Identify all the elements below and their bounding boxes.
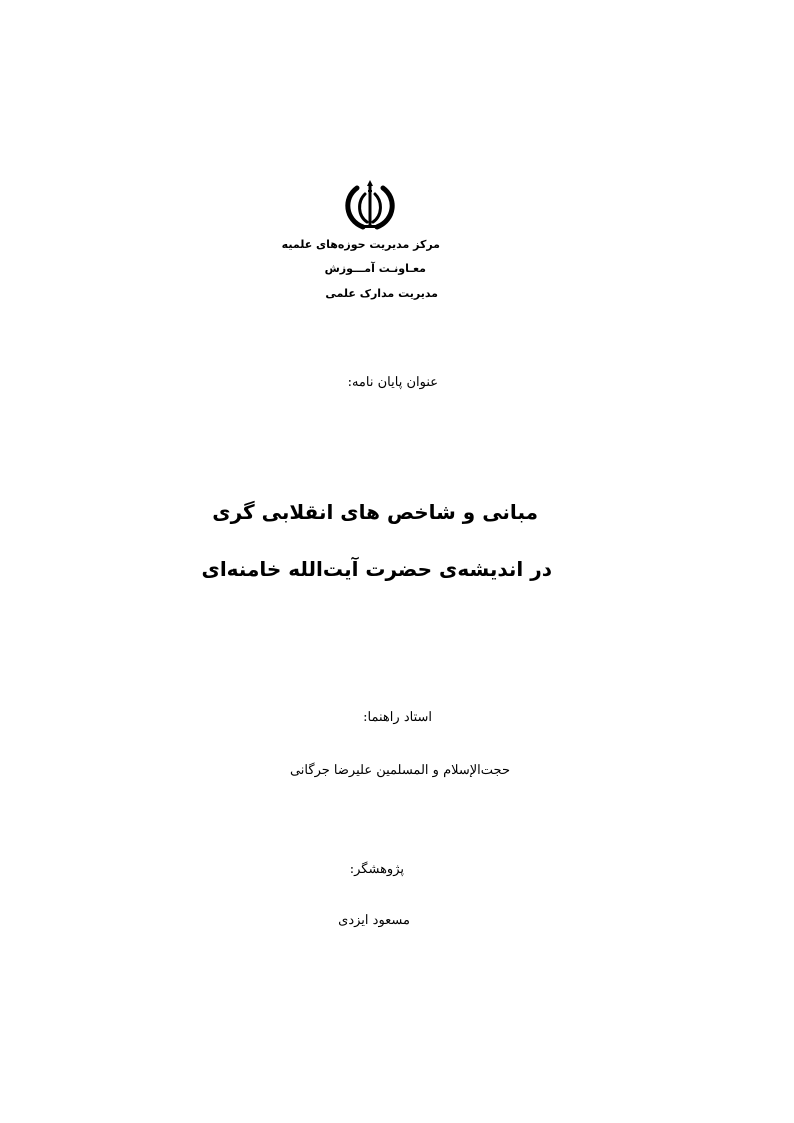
thesis-title-label: عنوان پایان نامه:	[347, 375, 438, 390]
institution-line-1: مرکز مدیریت حوزه‌های علمیه	[281, 238, 440, 251]
researcher-label: پژوهشگر:	[349, 862, 404, 877]
supervisor-name: حجت‌الإسلام و المسلمین علیرضا جرگانی	[289, 763, 510, 778]
institution-line-3: مدیریت مدارک علمی	[325, 287, 438, 300]
thesis-title-line-1: مبانی و شاخص های انقلابی گری	[212, 500, 538, 524]
supervisor-label: استاد راهنما:	[363, 710, 432, 725]
institution-line-2: معـاونـت آمـــوزش	[324, 262, 426, 275]
researcher-name: مسعود ایزدی	[338, 913, 410, 928]
iran-emblem-icon	[341, 180, 399, 232]
thesis-title-line-2: در اندیشه‌ی حضرت آیت‌الله خامنه‌ای	[201, 557, 552, 581]
